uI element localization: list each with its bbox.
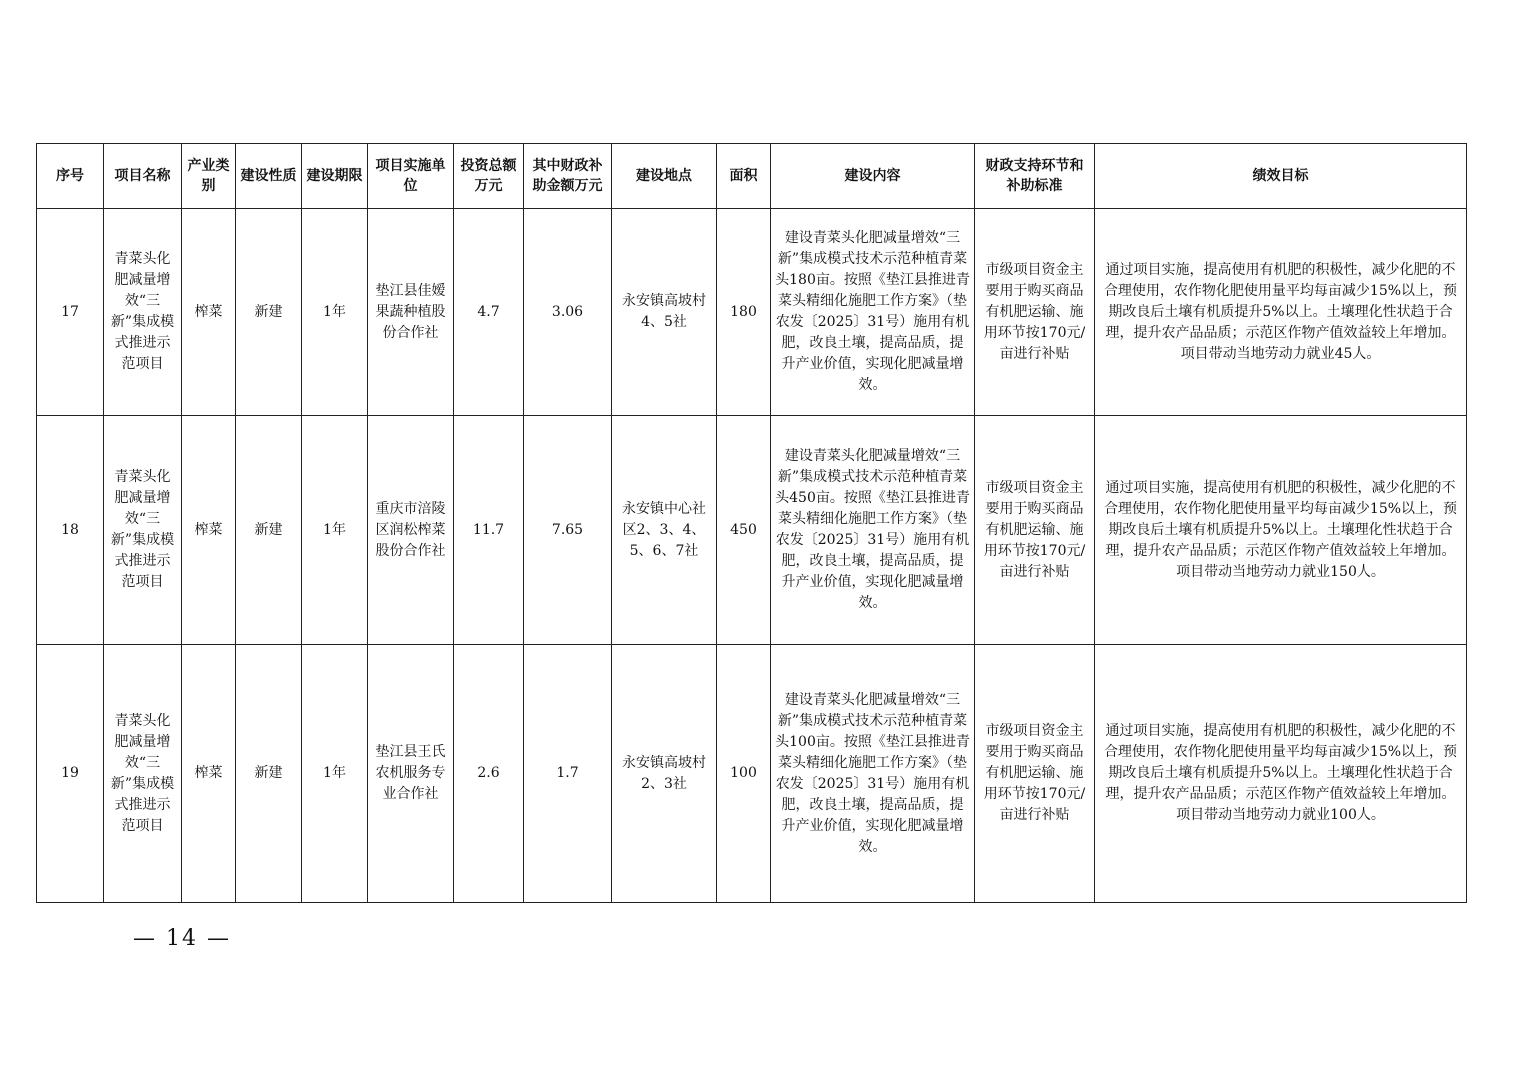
cell-category: 榨菜 <box>182 645 236 903</box>
cell-goal: 通过项目实施，提高使用有机肥的积极性，减少化肥的不合理使用，农作物化肥使用量平均每亩减少15%以上，预期改良后土壤有机质提升5%以上。土壤理化性状趋于合理，提升农产品品质；示范区作物产值效益较上年增加。项目带动当地劳动力就业45人。 <box>1095 209 1467 416</box>
cell-period: 1年 <box>302 645 368 903</box>
cell-name: 青菜头化肥减量增效“三新”集成模式推进示范项目 <box>104 209 182 416</box>
header-investment: 投资总额万元 <box>454 144 524 209</box>
header-location: 建设地点 <box>612 144 717 209</box>
cell-nature: 新建 <box>236 416 302 645</box>
header-subsidy: 其中财政补助金额万元 <box>524 144 612 209</box>
table-row <box>37 645 1467 903</box>
cell-content: 建设青菜头化肥减量增效“三新”集成模式技术示范种植青菜头180亩。按照《垫江县推进青菜头精细化施肥工作方案》（垫农发〔2025〕31号）施用有机肥，改良土壤，提高品质，提升产业价值，实现化肥减量增效。 <box>771 209 975 416</box>
cell-area: 180 <box>717 209 771 416</box>
cell-unit: 重庆市涪陵区润松榨菜股份合作社 <box>368 416 454 645</box>
header-no: 序号 <box>37 144 104 209</box>
cell-content: 建设青菜头化肥减量增效“三新”集成模式技术示范种植青菜头100亩。按照《垫江县推进青菜头精细化施肥工作方案》（垫农发〔2025〕31号）施用有机肥，改良土壤，提高品质，提升产业价值，实现化肥减量增效。 <box>771 645 975 903</box>
cell-period: 1年 <box>302 416 368 645</box>
cell-no: 17 <box>37 209 104 416</box>
header-nature: 建设性质 <box>236 144 302 209</box>
cell-name: 青菜头化肥减量增效“三新”集成模式推进示范项目 <box>104 645 182 903</box>
page-number: — 14 — <box>133 926 231 951</box>
cell-area: 100 <box>717 645 771 903</box>
cell-subsidy: 7.65 <box>524 416 612 645</box>
table-row <box>37 209 1467 416</box>
header-area: 面积 <box>717 144 771 209</box>
header-goal: 绩效目标 <box>1095 144 1467 209</box>
cell-content: 建设青菜头化肥减量增效“三新”集成模式技术示范种植青菜头450亩。按照《垫江县推进青菜头精细化施肥工作方案》（垫农发〔2025〕31号）施用有机肥，改良土壤，提高品质，提升产业价值，实现化肥减量增效。 <box>771 416 975 645</box>
cell-unit: 垫江县王氏农机服务专业合作社 <box>368 645 454 903</box>
header-unit: 项目实施单位 <box>368 144 454 209</box>
cell-category: 榨菜 <box>182 209 236 416</box>
cell-nature: 新建 <box>236 645 302 903</box>
header-row <box>37 144 1467 209</box>
cell-unit: 垫江县佳嫒果蔬种植股份合作社 <box>368 209 454 416</box>
cell-category: 榨菜 <box>182 416 236 645</box>
cell-investment: 4.7 <box>454 209 524 416</box>
cell-support: 市级项目资金主要用于购买商品有机肥运输、施用环节按170元/亩进行补贴 <box>975 209 1095 416</box>
header-support: 财政支持环节和补助标准 <box>975 144 1095 209</box>
header-period: 建设期限 <box>302 144 368 209</box>
cell-investment: 2.6 <box>454 645 524 903</box>
cell-area: 450 <box>717 416 771 645</box>
header-content: 建设内容 <box>771 144 975 209</box>
cell-location: 永安镇高坡村4、5社 <box>612 209 717 416</box>
header-name: 项目名称 <box>104 144 182 209</box>
cell-support: 市级项目资金主要用于购买商品有机肥运输、施用环节按170元/亩进行补贴 <box>975 416 1095 645</box>
cell-subsidy: 1.7 <box>524 645 612 903</box>
project-table <box>36 143 1467 903</box>
cell-name: 青菜头化肥减量增效“三新”集成模式推进示范项目 <box>104 416 182 645</box>
table-row <box>37 416 1467 645</box>
cell-location: 永安镇高坡村2、3社 <box>612 645 717 903</box>
cell-goal: 通过项目实施，提高使用有机肥的积极性，减少化肥的不合理使用，农作物化肥使用量平均每亩减少15%以上，预期改良后土壤有机质提升5%以上。土壤理化性状趋于合理，提升农产品品质；示范区作物产值效益较上年增加。项目带动当地劳动力就业100人。 <box>1095 645 1467 903</box>
cell-no: 19 <box>37 645 104 903</box>
cell-location: 永安镇中心社区2、3、4、5、6、7社 <box>612 416 717 645</box>
cell-no: 18 <box>37 416 104 645</box>
cell-investment: 11.7 <box>454 416 524 645</box>
cell-subsidy: 3.06 <box>524 209 612 416</box>
cell-goal: 通过项目实施，提高使用有机肥的积极性，减少化肥的不合理使用，农作物化肥使用量平均每亩减少15%以上，预期改良后土壤有机质提升5%以上。土壤理化性状趋于合理，提升农产品品质；示范区作物产值效益较上年增加。项目带动当地劳动力就业150人。 <box>1095 416 1467 645</box>
cell-nature: 新建 <box>236 209 302 416</box>
cell-period: 1年 <box>302 209 368 416</box>
header-category: 产业类别 <box>182 144 236 209</box>
cell-support: 市级项目资金主要用于购买商品有机肥运输、施用环节按170元/亩进行补贴 <box>975 645 1095 903</box>
